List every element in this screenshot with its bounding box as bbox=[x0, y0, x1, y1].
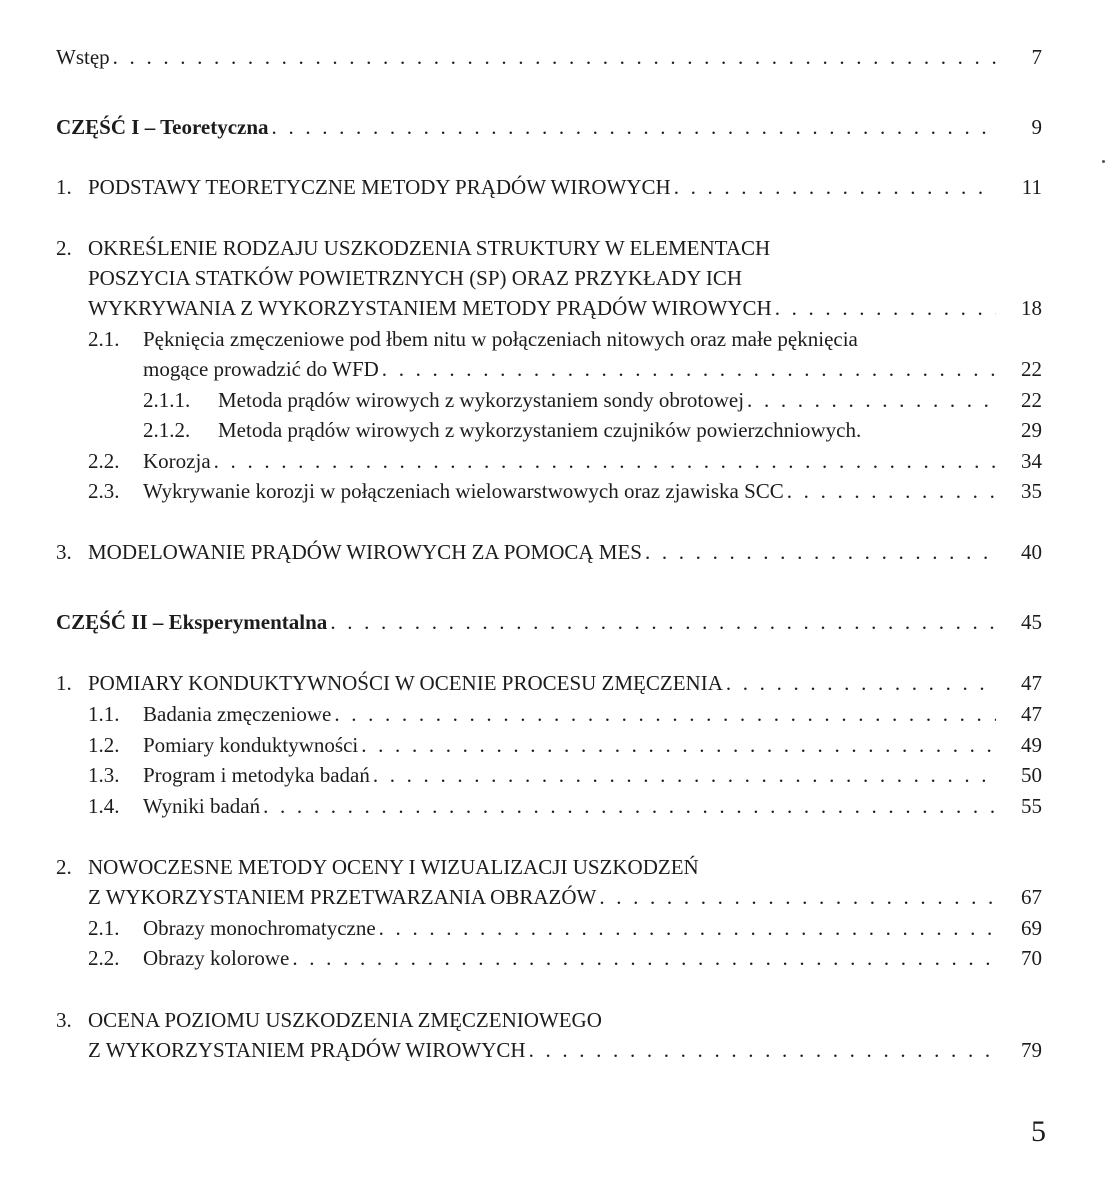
toc-entry-title: OCENA POZIOMU USZKODZENIA ZMĘCZENIOWEGO bbox=[88, 1008, 602, 1032]
toc-entry-title: Obrazy kolorowe bbox=[143, 946, 290, 970]
toc-entry-title: mogące prowadzić do WFD bbox=[143, 357, 379, 381]
toc-entry bbox=[88, 263, 996, 293]
dot-leader bbox=[723, 668, 996, 698]
toc-entry bbox=[143, 699, 996, 729]
toc-section-number: 3. bbox=[56, 540, 72, 564]
toc-entry-title: Wykrywanie korozji w połączeniach wielowarstwowych oraz zjawiska SCC bbox=[143, 479, 784, 503]
toc-entry bbox=[88, 537, 996, 567]
toc-entry bbox=[143, 446, 996, 476]
toc-entry-title: Badania zmęczeniowe bbox=[143, 702, 332, 726]
dot-leader bbox=[370, 760, 996, 790]
toc-entry bbox=[143, 943, 996, 973]
toc-entry bbox=[143, 913, 996, 943]
toc-entry bbox=[143, 324, 996, 354]
toc-row bbox=[0, 415, 1112, 445]
toc-entry-title: NOWOCZESNE METODY OCENY I WIZUALIZACJI USZKODZEŃ bbox=[88, 855, 699, 879]
toc-section-number: 1.1. bbox=[88, 702, 120, 726]
toc-row bbox=[0, 446, 1112, 476]
toc-row bbox=[0, 730, 1112, 760]
toc-entry-title: Korozja bbox=[143, 449, 211, 473]
toc-page-number: 40 bbox=[1021, 540, 1042, 564]
dot-leader bbox=[110, 42, 996, 72]
toc-row bbox=[0, 324, 1112, 354]
toc-page-number: 55 bbox=[1021, 794, 1042, 818]
toc-entry-title: POSZYCIA STATKÓW POWIETRZNYCH (SP) ORAZ PRZYKŁADY ICH bbox=[88, 266, 743, 290]
toc-entry-title: PODSTAWY TEORETYCZNE METODY PRĄDÓW WIROWYCH bbox=[88, 175, 671, 199]
toc-row bbox=[0, 354, 1112, 384]
toc-entry bbox=[143, 791, 996, 821]
toc-page-number: 79 bbox=[1021, 1038, 1042, 1062]
toc-entry-title: Obrazy monochromatyczne bbox=[143, 916, 376, 940]
toc-row bbox=[0, 760, 1112, 790]
toc-row bbox=[0, 852, 1112, 882]
toc-section-number: 1. bbox=[56, 671, 72, 695]
toc-section-number: 2.3. bbox=[88, 479, 120, 503]
toc-section-number: 2.1. bbox=[88, 327, 120, 351]
dot-leader bbox=[596, 882, 996, 912]
toc-section-number: 1.3. bbox=[88, 763, 120, 787]
toc-page-number: 47 bbox=[1021, 671, 1042, 695]
toc-part-heading bbox=[0, 607, 1112, 637]
toc-entry bbox=[88, 233, 996, 263]
toc-entry bbox=[218, 415, 996, 445]
dot-leader bbox=[784, 476, 996, 506]
toc-page-number: 70 bbox=[1021, 946, 1042, 970]
toc-page-number: 50 bbox=[1021, 763, 1042, 787]
toc-row bbox=[0, 1005, 1112, 1035]
toc-page-number: 45 bbox=[1021, 610, 1042, 634]
dot-leader bbox=[744, 385, 996, 415]
toc-page-number: 34 bbox=[1021, 449, 1042, 473]
toc-section-number: 1.2. bbox=[88, 733, 120, 757]
toc-page-number: 69 bbox=[1021, 916, 1042, 940]
toc-entry bbox=[56, 607, 996, 637]
dot-leader bbox=[289, 943, 996, 973]
toc-entry-title: POMIARY KONDUKTYWNOŚCI W OCENIE PROCESU ZMĘCZENIA bbox=[88, 671, 723, 695]
toc-row bbox=[0, 42, 1112, 72]
toc-section-number: 2. bbox=[56, 855, 72, 879]
toc-entry bbox=[143, 354, 996, 384]
toc-entry bbox=[143, 476, 996, 506]
toc-entry bbox=[56, 42, 996, 72]
toc-entry bbox=[88, 172, 996, 202]
toc-section-number: 2.1.1. bbox=[143, 388, 191, 412]
dot-leader bbox=[379, 354, 996, 384]
toc-entry bbox=[88, 668, 996, 698]
dot-leader bbox=[671, 172, 996, 202]
toc-entry bbox=[88, 1035, 996, 1065]
scan-speck bbox=[1102, 160, 1105, 163]
toc-row bbox=[0, 791, 1112, 821]
toc-entry bbox=[143, 730, 996, 760]
toc-entry-title: Pomiary konduktywności bbox=[143, 733, 359, 757]
toc-entry-title: Wyniki badań bbox=[143, 794, 261, 818]
toc-section-number: 2.2. bbox=[88, 449, 120, 473]
toc-entry-title: Z WYKORZYSTANIEM PRĄDÓW WIROWYCH bbox=[88, 1038, 526, 1062]
toc-entry bbox=[88, 882, 996, 912]
toc-page-number: 47 bbox=[1021, 702, 1042, 726]
toc-entry-title: CZĘŚĆ I – Teoretyczna bbox=[56, 115, 269, 139]
toc-entry bbox=[56, 112, 996, 142]
toc-section-number: 2.2. bbox=[88, 946, 120, 970]
toc-page-number: 22 bbox=[1021, 388, 1042, 412]
toc-entry-title: Wstęp bbox=[56, 45, 110, 69]
dot-leader bbox=[260, 791, 996, 821]
dot-leader bbox=[327, 607, 996, 637]
toc-row bbox=[0, 882, 1112, 912]
toc-entry bbox=[218, 385, 996, 415]
toc-page-number: 18 bbox=[1021, 296, 1042, 320]
toc-page-number: 9 bbox=[1031, 115, 1042, 139]
toc-section-number: 2.1. bbox=[88, 916, 120, 940]
toc-entry-title: Z WYKORZYSTANIEM PRZETWARZANIA OBRAZÓW bbox=[88, 885, 597, 909]
toc-row bbox=[0, 668, 1112, 698]
toc-section-number: 1.4. bbox=[88, 794, 120, 818]
toc-section-number: 2. bbox=[56, 236, 72, 260]
toc-section-number: 1. bbox=[56, 175, 72, 199]
toc-row bbox=[0, 537, 1112, 567]
toc-entry-title: Metoda prądów wirowych z wykorzystaniem czujników powierzchniowych. bbox=[218, 418, 862, 442]
toc-page-number: 7 bbox=[1031, 45, 1042, 69]
dot-leader bbox=[358, 730, 996, 760]
toc-entry-title: CZĘŚĆ II – Eksperymentalna bbox=[56, 610, 328, 634]
toc-section-number: 3. bbox=[56, 1008, 72, 1032]
toc-page-number: 11 bbox=[1021, 175, 1042, 199]
toc-entry bbox=[88, 852, 996, 882]
toc-row bbox=[0, 172, 1112, 202]
toc-section-number: 2.1.2. bbox=[143, 418, 191, 442]
toc-entry bbox=[88, 293, 996, 323]
toc-entry-title: Program i metodyka badań bbox=[143, 763, 370, 787]
toc-page-number: 35 bbox=[1021, 479, 1042, 503]
toc-row bbox=[0, 233, 1112, 263]
toc-row bbox=[0, 263, 1112, 293]
toc-page-number: 49 bbox=[1021, 733, 1042, 757]
toc-entry-title: Metoda prądów wirowych z wykorzystaniem sondy obrotowej bbox=[218, 388, 745, 412]
dot-leader bbox=[331, 699, 996, 729]
toc-entry bbox=[88, 1005, 996, 1035]
toc-page-number: 22 bbox=[1021, 357, 1042, 381]
toc-page-number: 29 bbox=[1021, 418, 1042, 442]
toc-row bbox=[0, 476, 1112, 506]
toc-row bbox=[0, 913, 1112, 943]
page-number-footer: 5 bbox=[1031, 1115, 1046, 1148]
dot-leader bbox=[642, 537, 996, 567]
toc-page-number: 67 bbox=[1021, 885, 1042, 909]
dot-leader bbox=[772, 293, 996, 323]
toc-row bbox=[0, 385, 1112, 415]
toc-row bbox=[0, 293, 1112, 323]
dot-leader bbox=[211, 446, 996, 476]
toc-part-heading bbox=[0, 112, 1112, 142]
toc-entry bbox=[143, 760, 996, 790]
toc-entry-title: Pęknięcia zmęczeniowe pod łbem nitu w połączeniach nitowych oraz małe pęknięcia bbox=[143, 327, 858, 351]
dot-leader bbox=[269, 112, 996, 142]
dot-leader bbox=[376, 913, 996, 943]
toc-row bbox=[0, 699, 1112, 729]
toc-entry-title: OKREŚLENIE RODZAJU USZKODZENIA STRUKTURY W ELEMENTACH bbox=[88, 236, 771, 260]
toc-entry-title: WYKRYWANIA Z WYKORZYSTANIEM METODY PRĄDÓW WIROWYCH bbox=[88, 296, 772, 320]
dot-leader bbox=[526, 1035, 996, 1065]
toc-entry-title: MODELOWANIE PRĄDÓW WIROWYCH ZA POMOCĄ MES bbox=[88, 540, 642, 564]
toc-row bbox=[0, 1035, 1112, 1065]
toc-row bbox=[0, 943, 1112, 973]
